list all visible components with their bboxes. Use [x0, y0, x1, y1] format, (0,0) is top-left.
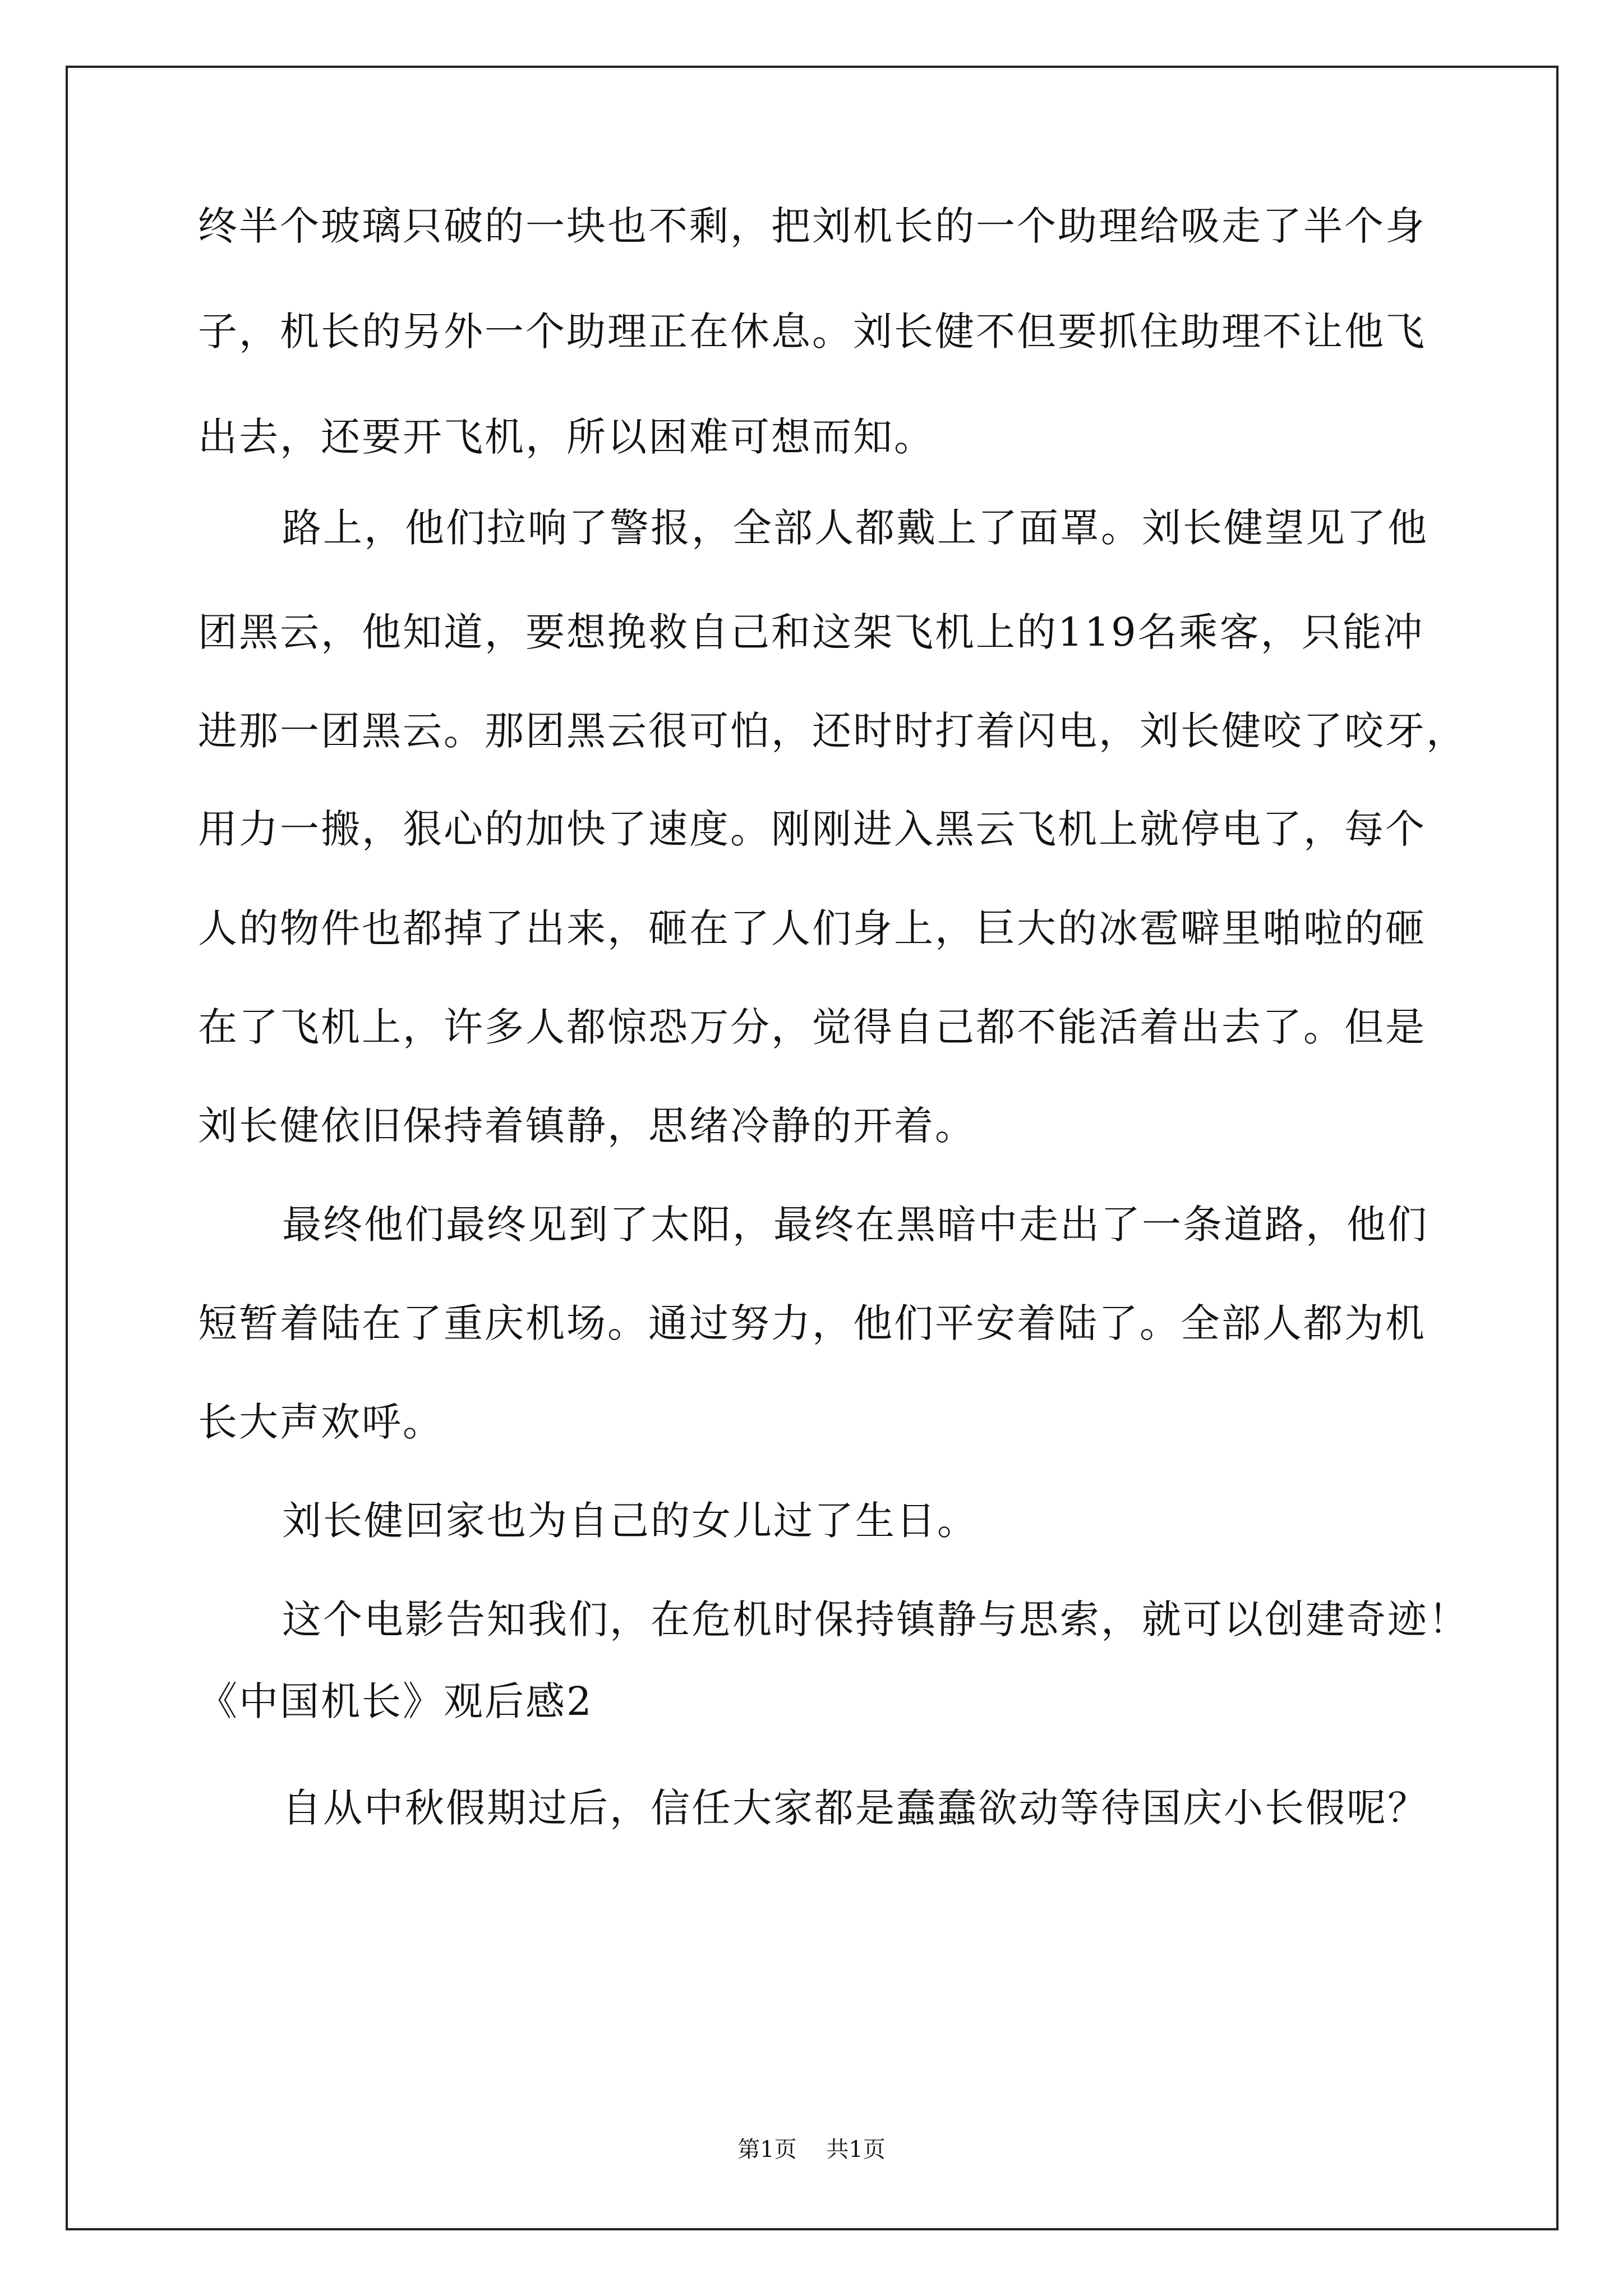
text-line: 用力一搬，狠心的加快了速度。刚刚进入黑云飞机上就停电了，每个 — [198, 806, 1426, 852]
text-line: 终半个玻璃只破的一块也不剩，把刘机长的一个助理给吸走了半个身 — [198, 203, 1426, 249]
text-line: 子，机长的另外一个助理正在休息。刘长健不但要抓住助理不让他飞 — [198, 309, 1426, 355]
text-line: 人的物件也都掉了出来，砸在了人们身上，巨大的冰雹噼里啪啦的砸 — [198, 905, 1426, 951]
section-heading: 《中国机长》观后感2 — [198, 1678, 593, 1724]
paragraph-first-line: 路上，他们拉响了警报，全部人都戴上了面罩。刘长健望见了他 — [282, 505, 1428, 551]
text-line: 在了飞机上，许多人都惊恐万分，觉得自己都不能活着出去了。但是 — [198, 1004, 1426, 1050]
text-line: 出去，还要开飞机，所以困难可想而知。 — [198, 414, 935, 460]
paragraph-first-line: 自从中秋假期过后，信任大家都是蠢蠢欲动等待国庆小长假呢？ — [282, 1785, 1428, 1831]
paragraph-first-line: 这个电影告知我们，在危机时保持镇静与思索，就可以创建奇迹！ — [282, 1596, 1469, 1642]
page-number: 第1页 — [737, 2137, 797, 2162]
page-footer — [0, 2132, 1623, 2164]
text-line: 刘长健依旧保持着镇静，思绪冷静的开着。 — [198, 1103, 976, 1149]
text-line: 长大声欢呼。 — [198, 1399, 444, 1445]
paragraph-first-line: 最终他们最终见到了太阳，最终在黑暗中走出了一条道路，他们 — [282, 1202, 1428, 1248]
text-line: 进那一团黑云。那团黑云很可怕，还时时打着闪电，刘长健咬了咬牙， — [198, 708, 1467, 754]
text-line: 团黑云，他知道，要想挽救自己和这架飞机上的119名乘客，只能冲 — [198, 609, 1424, 655]
text-line: 短暂着陆在了重庆机场。通过努力，他们平安着陆了。全部人都为机 — [198, 1300, 1426, 1346]
page-total: 共1页 — [826, 2137, 886, 2162]
paragraph-first-line: 刘长健回家也为自己的女儿过了生日。 — [282, 1498, 978, 1544]
